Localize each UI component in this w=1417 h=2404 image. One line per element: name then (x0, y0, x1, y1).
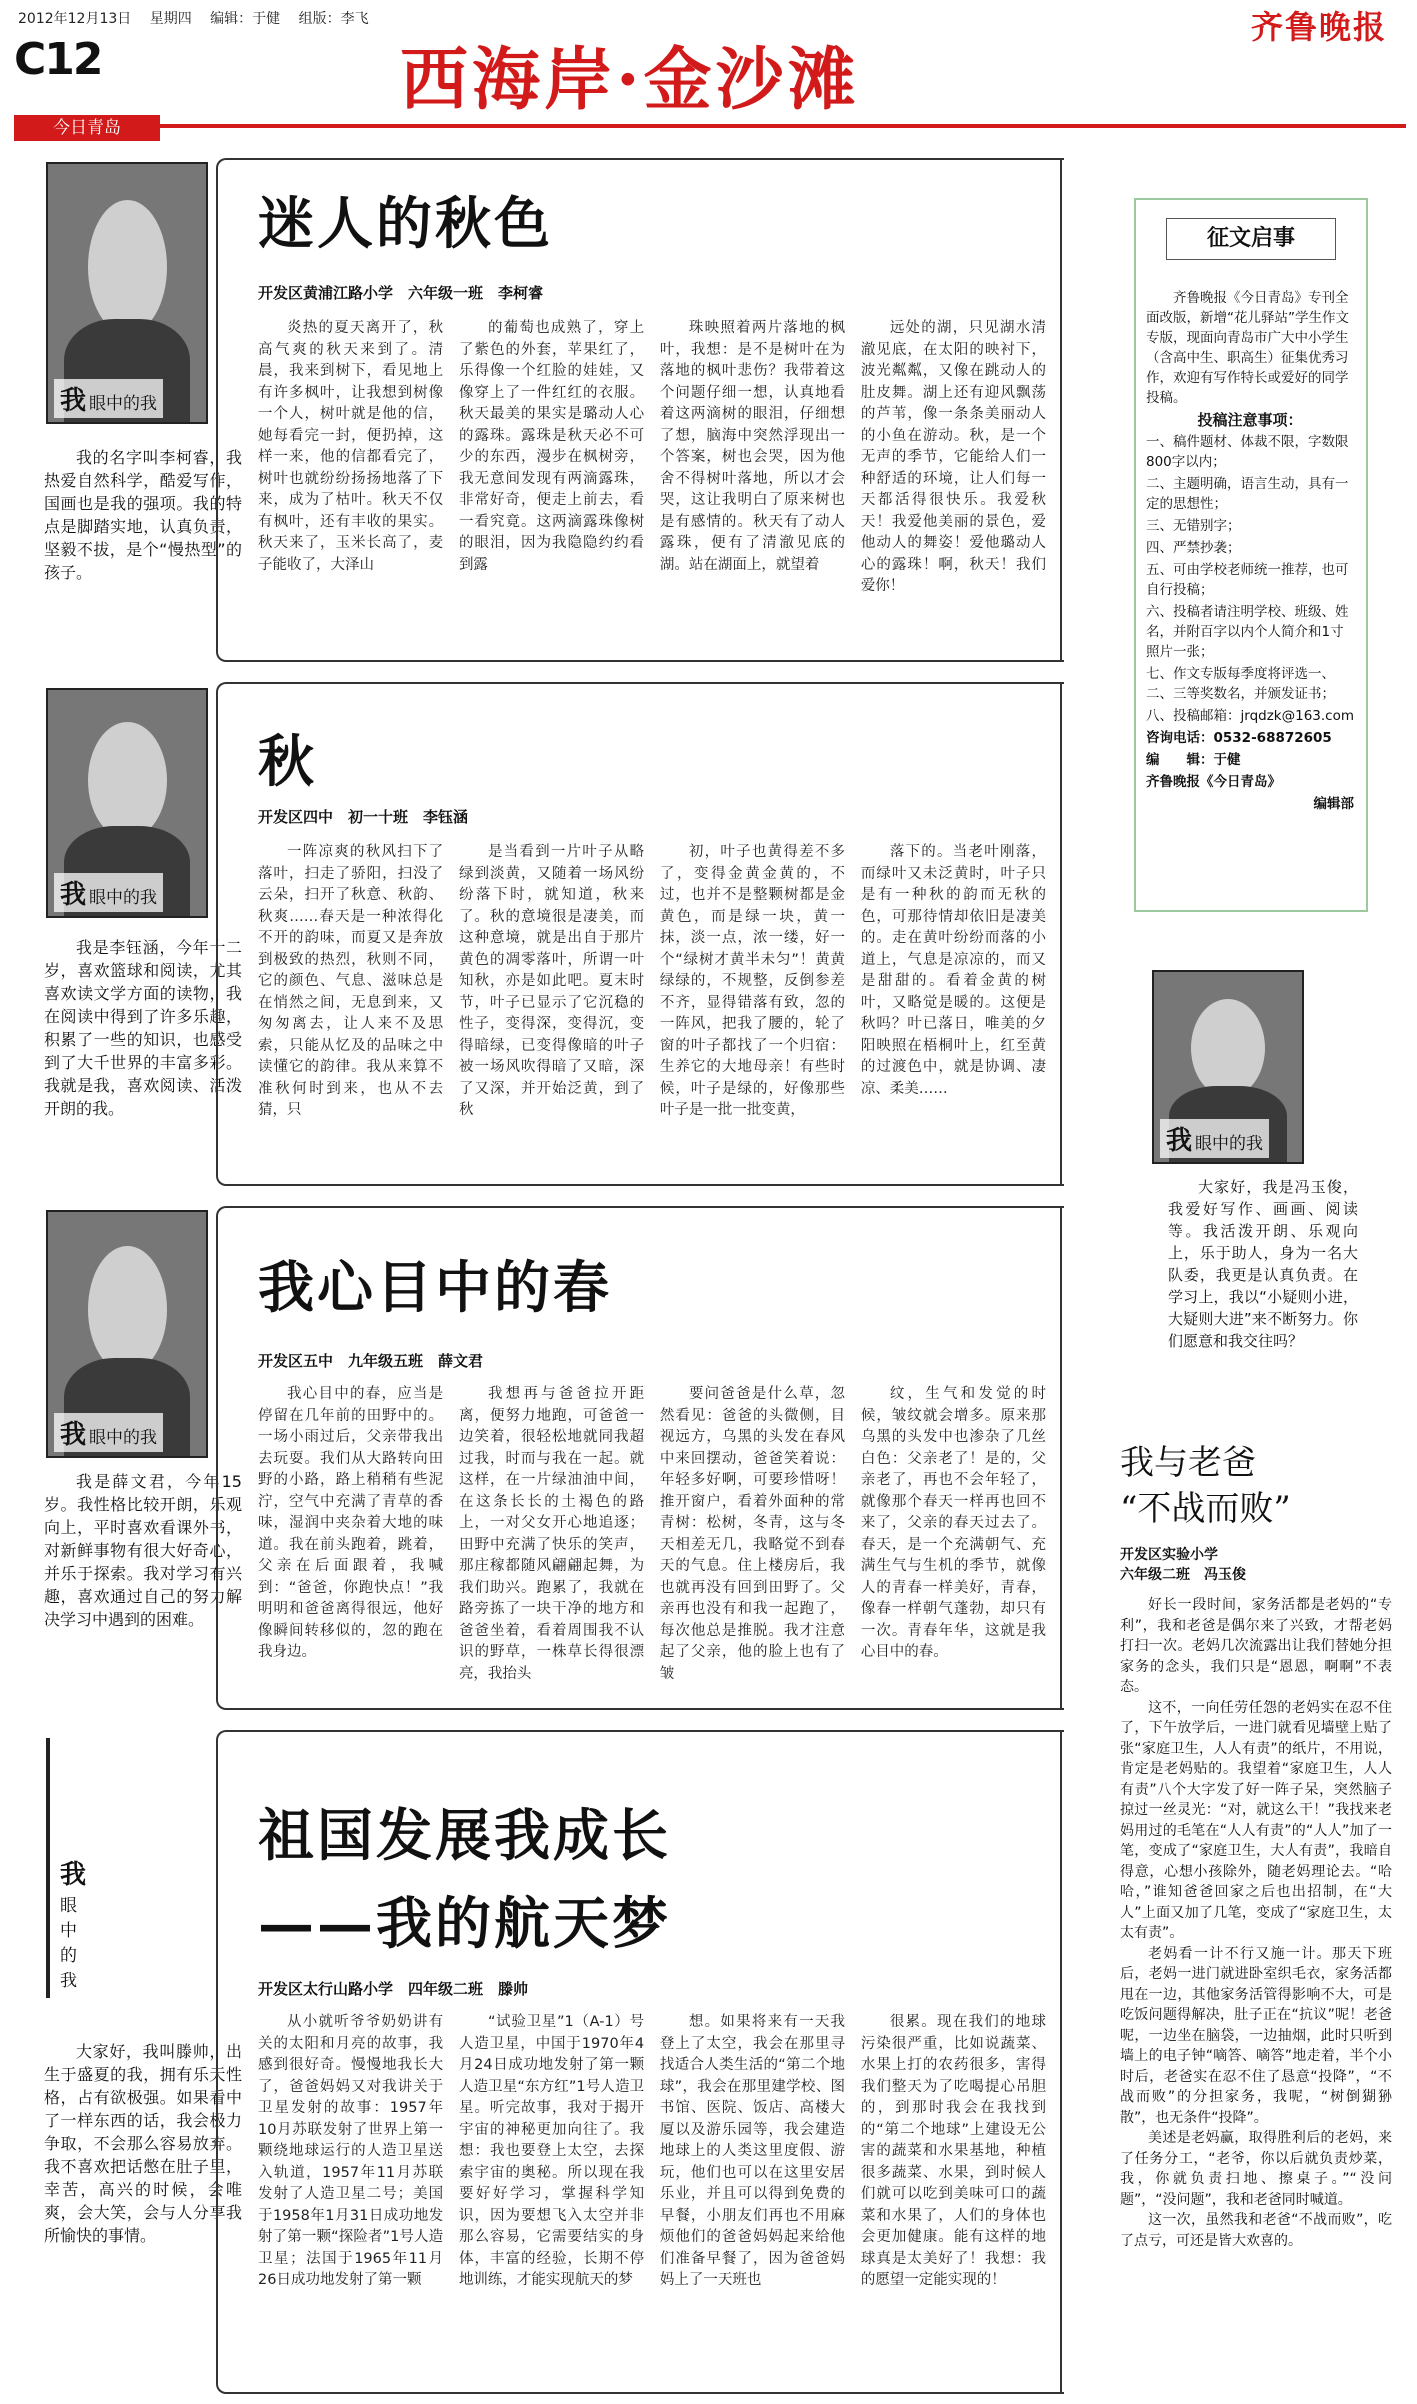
newspaper-logo: 齐鲁晚报 (1250, 8, 1387, 46)
paragraph: 远处的湖，只见湖水清澈见底，在太阳的映衬下，波光粼粼，又像在跳动人的肚皮舞。湖上还有迎风飘荡的芦苇，像一条条美丽动人的小鱼在游动。秋，是一个无声的季节，它能给人们一种舒适的环境，让人们每一天都活得很快乐。我爱秋天！我爱他美丽的景色，爱他动人的舞姿！爱他璐动人心的露珠！啊，秋天！我们爱你！ (860, 320, 1046, 594)
byline-school: 开发区实验小学 (1120, 1547, 1218, 1563)
article-byline: 开发区黄浦江路小学 六年级一班 李柯睿 (258, 284, 544, 302)
section-tag: 今日青岛 (14, 115, 160, 141)
paragraph: 这一次，虽然我和老爸“不战而败”，吃了点亏，可还是皆大欢喜的。 (1120, 2212, 1392, 2249)
paragraph: 我想再与爸爸拉开距离，便努力地跑，可爸爸一边笑着，很轻松地就同我超过我，时而与我在一起。就这样，在一片绿油油中间，在这条长长的土褐色的路上，一对父女开心地追逐；田野中充满了快乐的笑声，那庄稼都随风翩翩起舞，为我们助兴。跑累了，我就在路旁拣了一块干净的地方和爸爸坐着，看着周围我不认识的野草，一株草长得很漂亮，我抬头 (458, 1386, 645, 1682)
notice-item: 六、投稿者请注明学校、班级、姓名，并附百字以内个人简介和1寸照片一张； (1146, 604, 1349, 660)
article-byline: 开发区五中 九年级五班 薛文君 (258, 1352, 484, 1370)
page-number: C12 (14, 34, 102, 85)
paragraph: 要问爸爸是什么草，忽然看见：爸爸的头微侧，目视远方，乌黑的头发在春风中来回摆动，爸爸笑着说：年轻多好啊，可要珍惜呀！推开窗户，看着外面种的常青树：松树，冬青，这与冬天相差无几，我略觉不到春天的气息。住上楼房后，我也就再没有回到田野了。父亲再也没有和我一起跑了，每次他总是推脱。我才注意起了父亲，他的脸上也有了皱 (659, 1386, 846, 1682)
title-line: “不战而败” (1120, 1489, 1291, 1529)
article-title (1120, 1440, 1291, 1532)
author-bio: 我的名字叫李柯睿，我热爱自然科学，酷爱写作，国画也是我的强项。我的特点是脚踏实地，认真负责，坚毅不拔，是个“慢热型”的孩子。 (44, 448, 242, 582)
article-body (258, 2012, 1046, 2292)
author-photo (46, 1738, 87, 1998)
wo-tag: 我眼中的我 (54, 1853, 95, 1992)
byline-author: 六年级二班 冯玉俊 (1120, 1567, 1246, 1583)
issue-weekday: 星期四 (149, 11, 192, 27)
article-byline: 开发区太行山路小学 四年级二班 滕帅 (258, 1980, 529, 1998)
editor-credit: 编辑：于健 (210, 11, 281, 27)
paragraph: “试验卫星”1（A-1）号人造卫星，中国于1970年4月24日成功地发射了第一颗人造卫星“东方红”1号人造卫星。听完故事，我对于揭开宇宙的神秘更加向往了。我想：我也要登上太空，去探索宇宙的奥秘。所以现在我要好好学习，掌握科学知识，因为要想飞入太空并非那么容易，它需要结实的身体，丰富的经验，长期不停地训练，才能实现航天的梦 (458, 2014, 645, 2288)
author-photo (46, 162, 208, 424)
wo-tag: 我眼中的我 (54, 873, 163, 912)
wo-tag: 我眼中的我 (54, 1413, 163, 1452)
wo-tag: 我眼中的我 (54, 379, 163, 418)
author-photo (1152, 970, 1304, 1164)
notice-body (1146, 288, 1354, 816)
author-bio: 大家好，我是冯玉俊，我爱好写作、画画、阅读等。我活泼开朗、乐观向上，乐于助人，身为一名大队委，我更是认真负责。在学习上，我以“小疑则小进，大疑则大进”来不断努力。你们愿意和我交往吗？ (1168, 1178, 1358, 1350)
article-title: 秋 (258, 729, 317, 795)
paragraph: 是当看到一片叶子从略绿到淡黄，又随着一场风纷纷落下时，就知道，秋来了。秋的意境很是凄美，而这种意境，就是出自于那片黄色的凋零落叶，所谓一叶知秋，亦是如此吧。夏末时节，叶子已显示了它沉稳的性子，变得深，变得沉，变得暗绿，已变得像暗的叶子被一场风吹得暗了又暗，深了又深，并开始泛黄，到了秋 (458, 844, 645, 1118)
paragraph: 落下的。当老叶刚落，而绿叶又未泛黄时，叶子只是有一种秋的韵而无秋的色，可那待情却依旧是凄美的。走在黄叶纷纷而落的小道上，气息是凉凉的，而又是甜甜的。看着金黄的树叶，又略觉是暖的。这便是秋吗？叶已落日，唯美的夕阳映照在梧桐叶上，红至黄的过渡色中，就是协调、凄凉、柔美…… (860, 844, 1046, 1097)
author-bio: 我是李钰涵，今年十二岁，喜欢篮球和阅读，尤其喜欢读文学方面的读物，我在阅读中得到了许多乐趣，积累了一些的知识，也感受到了大千世界的丰富多彩。我就是我，喜欢阅读、活泼开朗的我。 (44, 938, 242, 1118)
title-line: 我与老爸 (1120, 1443, 1256, 1483)
notice-subtitle: 投稿注意事项： (1197, 411, 1303, 429)
author-bio: 我是薛文君，今年15岁。我性格比较开朗，乐观向上，平时喜欢看课外书，对新鲜事物有很大好奇心，并乐于探索。我对学习有兴趣，喜欢通过自己的努力解决学习中遇到的困难。 (44, 1472, 242, 1629)
paragraph: 从小就听爷爷奶奶讲有关的太阳和月亮的故事，我感到很好奇。慢慢地我长大了，爸爸妈妈又对我讲关于卫星发射的故事：1957年10月苏联发射了世界上第一颗绕地球运行的人造卫星送入轨道，1957年11月苏联发射了人造卫星二号；美国于1958年1月31日成功地发射了第一颗“探险者”1号人造卫星；法国于1965年11月26日成功地发射了第一颗 (258, 2014, 444, 2288)
paragraph: 初，叶子也黄得差不多了，变得金黄金黄的，不过，也并不是整颗树都是金黄色，而是绿一块，黄一抹，淡一点，浓一缕，好一个“绿树才黄半未匀”！黄黄绿绿的，不规整，反倒参差不齐，显得错落有致，忽的一阵风，把我了腰的，轮了窗的叶子都找了一个归宿：生养它的大地母亲！有些时候，叶子是绿的，好像那些叶子是一批一批变黄， (659, 844, 846, 1118)
notice-item: 二、主题明确，语言生动，具有一定的思想性； (1146, 476, 1349, 512)
issue-date: 2012年12月13日 (18, 11, 132, 27)
paragraph: 老妈看一计不行又施一计。那天下班后，老妈一进门就进卧室织毛衣，家务活都甩在一边，其他家务活管得影响不大，可是吃饭问题得解决，肚子正在“抗议”呢！老爸呢，一边坐在脑袋，一边抽烟，此时只听到墙上的电子钟“嘀答、嘀答”地走着，半个小时后，老爸实在忍不住了恳意“投降”，“不战而败”的分担家务，我呢，“树倒猢狲散”，也无条件“投降”。 (1120, 1945, 1392, 2126)
author-photo (46, 688, 208, 918)
notice-phone: 咨询电话：0532-68872605 (1146, 730, 1332, 746)
article-byline (1120, 1545, 1246, 1585)
notice-intro: 齐鲁晚报《今日青岛》专刊全面改版，新增“花儿驿站”学生作文专版，现面向青岛市广大中小学生（含高中生、职高生）征集优秀习作，欢迎有写作特长或爱好的同学投稿。 (1146, 290, 1349, 406)
notice-dept: 编辑部 (1313, 796, 1354, 812)
notice-item: 七、作文专版每季度将评选一、二、三等奖数名，并颁发证书； (1146, 666, 1335, 702)
notice-item: 五、可由学校老师统一推荐，也可自行投稿； (1146, 562, 1349, 598)
page-title: 西海岸·金沙滩 (400, 40, 860, 120)
article-title: 迷人的秋色 (258, 191, 553, 257)
notice-editor: 编 辑：于健 (1146, 752, 1241, 768)
article-byline: 开发区四中 初一十班 李钰涵 (258, 808, 469, 826)
notice-item: 四、严禁抄袭； (1146, 540, 1241, 556)
paragraph: 珠映照着两片落地的枫叶，我想：是不是树叶在为落地的枫叶悲伤？我带着这个问题仔细一想，认真地看着这两滴树的眼泪，仔细想了想，脑海中突然浮现出一个答案，树也会哭，因为他舍不得树叶落地，所以才会哭，这让我明白了原来树也是有感情的。秋天有了动人露珠，便有了清澈见底的湖。站在湖面上，就望着 (659, 320, 846, 573)
article-body (258, 318, 1046, 598)
paragraph: 我心目中的春，应当是停留在几年前的田野中的。一场小雨过后，父亲带我出去玩耍。我们从大路转向田野的小路，路上稍稍有些泥泞，空气中充满了青草的香味，湿润中夹杂着大地的味道。我在前头跑着，跳着，父亲在后面跟着，我喊到：“爸爸，你跑快点！”我明明和爸爸离得很远，他好像瞬间转移似的，忽的跑在我身边。 (258, 1386, 444, 1660)
wo-tag: 我眼中的我 (1160, 1119, 1269, 1158)
designer-credit: 组版：李飞 (298, 11, 369, 27)
article-body (258, 842, 1046, 1122)
notice-item: 一、稿件题材、体裁不限，字数限800字以内； (1146, 434, 1349, 470)
call-for-submissions-box (1134, 198, 1368, 912)
paragraph: 的葡萄也成熟了，穿上了紫色的外套，苹果红了，乐得像一个红脸的娃娃，又像穿上了一件红红的衣服。秋天最美的果实是璐动人心的露珠。露珠是秋天必不可少的东西，漫步在枫树旁，我无意间发现有两滴露珠，非常好奇，便走上前去，看一看究竟。这两滴露珠像树的眼泪，因为我隐隐约约看到露 (458, 320, 645, 573)
author-photo (46, 1210, 208, 1458)
paragraph: 一阵凉爽的秋风扫下了落叶，扫走了骄阳，扫没了云朵，扫开了秋意、秋韵、秋爽……春天是一种浓得化不开的韵味，而夏又是奔放到极致的热烈，秋则不同，它的颜色、气息、滋味总是在悄然之间，无息到来，又匆匆离去，让人来不及思索，只能从忆及的品味之中读懂它的韵律。我从来算不准秋何时到来，也从不去猜，只 (258, 844, 444, 1118)
article-title: 我心目中的春 (258, 1255, 612, 1321)
article-body (258, 1384, 1046, 1685)
paragraph: 好长一段时间，家务活都是老妈的“专利”，我和老爸是偶尔来了兴致，才帮老妈打扫一次。老妈几次流露出让我们替她分担家务的念头，我们只是“恩恩，啊啊”不表态。 (1120, 1597, 1392, 1695)
notice-item: 八、投稿邮箱：jrqdzk@163.com (1146, 708, 1354, 724)
paragraph: 纹，生气和发觉的时候，皱纹就会增多。原来那乌黑的头发中也渗杂了几丝白色：父亲老了！是的，父亲老了，再也不会年轻了，就像那个春天一样再也回不来了，父亲的春天过去了。春天，是一个充满朝气、充满生气与生机的季节，就像人的青春一样美好，青春，像春一样朝气蓬勃，却只有一次。青春年华，这就是我心目中的春。 (860, 1386, 1046, 1660)
notice-title: 征文启事 (1166, 218, 1336, 260)
paragraph: 很累。现在我们的地球污染很严重，比如说蔬菜、水果上打的农药很多，害得我们整天为了吃喝提心吊胆的，到那时我会在我找到的“第二个地球”上建设无公害的蔬菜和水果基地，种植很多蔬菜、水果，到时候人们就可以吃到美味可口的蔬菜和水果了，人们的身体也会更加健康。能有这样的地球真是太美好了！我想：我的愿望一定能实现的！ (860, 2014, 1046, 2288)
paragraph: 炎热的夏天离开了，秋高气爽的秋天来到了。清晨，我来到树下，看见地上有许多枫叶，让我想到树像一个人，树叶就是他的信，她每看完一封，便扔掉，这样一来，他的信都看完了，树叶也就纷纷扬扬地落了下来，成为了枯叶。秋天不仅有枫叶，还有丰收的果实。秋天来了，玉米长高了，麦子能收了，大泽山 (258, 320, 444, 573)
paragraph: 这不，一向任劳任怨的老妈实在忍不住了，下午放学后，一进门就看见墙壁上贴了张“家庭卫生，人人有责”的纸片，不用说，肯定是老妈贴的。我望着“家庭卫生，人人有责”八个大字发了好一阵子呆，突然脑子掠过一丝灵光：“对，就这么干！”我找来老妈用过的毛笔在“人人有责”的“人人”加了一笔，变成了“家庭卫生，大人有责”，我暗自得意，心想小孩除外，随老妈理论去。“哈哈，”谁知爸爸回家之后也出招制，在“大人”上面又加了几笔，变成了“家庭卫生，太太有责”。 (1120, 1699, 1392, 1941)
header-rule (14, 124, 1406, 128)
article-body (1120, 1595, 1392, 2251)
notice-org: 齐鲁晚报《今日青岛》 (1146, 774, 1281, 790)
paragraph: 美述是老妈赢，取得胜利后的老妈，来了任务分工，“老爷，你以后就负责炒菜，我，你就负责扫地、擦桌子。”“没问题”，“没问题”，我和老爸同时喊道。 (1120, 2130, 1392, 2208)
notice-item: 三、无错别字； (1146, 518, 1241, 534)
author-bio: 大家好，我叫滕帅，出生于盛夏的我，拥有乐天性格，占有欲极强。如果看中了一样东西的话，我会极力争取，不会那么容易放弃。我不喜欢把话憋在肚子里，幸苦，高兴的时候，会唯爽，会大笑，会与人分享我所愉快的事情。 (44, 2042, 242, 2245)
article-subtitle: ——我的航天梦 (258, 1891, 671, 1957)
paragraph: 想。如果将来有一天我登上了太空，我会在那里寻找适合人类生活的“第二个地球”，我会在那里建学校、图书馆、医院、饭店、高楼大厦以及游乐园等，我会建造地球上的人类这里度假、游玩，他们也可以在这里安居乐业，并且可以得到免费的早餐，小朋友们再也不用麻烦他们的爸爸妈妈起来给他们准备早餐了，因为爸爸妈妈上了一天班也 (659, 2014, 846, 2288)
article-title: 祖国发展我成长 (258, 1803, 671, 1869)
